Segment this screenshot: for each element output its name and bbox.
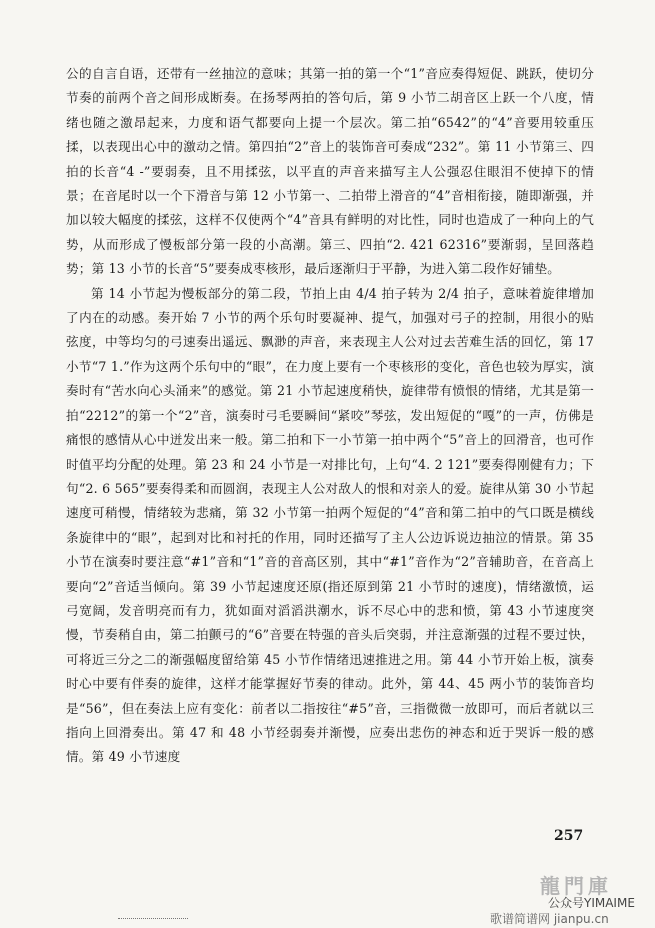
paragraph-2: 第 14 小节起为慢板部分的第二段，节拍上由 4/4 拍子转为 2/4 拍子，意味着旋律增加了内在的动感。奏开始 7 小节的两个乐句时要凝神、提气，加强对弓子的控制，用很小的贴弦度，中等均匀的弓速奏出遥远、飘渺的声音，来表现主人公对过去苦难生活的回忆，第 17 小节“7 1.”作为这两个乐句中的“眼”，在力度上要有一个枣核形的变化，音色也较为厚实，演奏时有“苦水向心头涌来”的感觉。第 21 小节起速度稍快，旋律带有愤恨的情绪，尤其是第一拍“2212”的第一个“2”音，演奏时弓毛要瞬间“紧咬”琴弦，发出短促的“嘎”的一声，仿佛是痛恨的感情从心中迸发出来一般。第二拍和下一小节第一拍中两个“5”音上的回滑音，也可作时值平均分配的处理。第 23 和 24 小节是一对排比句，上句“4. 2 121”要奏得刚健有力；下句“2. 6 565”要奏得柔和而圆润，表现主人公对敌人的恨和对亲人的爱。旋律从第 30 小节起速度可稍慢，情绪较为悲痛，第 32 小节第一拍两个短促的“4”音和第二拍中的气口既是横线条旋律中的“眼”，起到对比和衬托的作用，同时还描写了主人公边诉说边抽泣的情景。第 35 小节在演奏时要注意“#1”音和“1”音的音高区别，其中“#1”音作为“2”音辅助音，在音高上要向“2”音适当倾向。第 39 小节起速度还原(指还原到第 21 小节时的速度)，情绪激愤，运弓宽阔，发音明亮而有力，犹如面对滔滔洪潮水，诉不尽心中的悲和愤，第 43 小节速度突慢，节奏稍自由，第二拍颤弓的“6”音要在特强的音头后突弱，并注意渐强的过程不要过快，可将近三分之二的渐强幅度留给第 45 小节作情绪迅速推进之用。第 44 小节开始上板，演奏时心中要有伴奏的旋律，这样才能掌握好节奏的律动。此外，第 44、45 两小节的装饰音均是“56”，但在奏法上应有变化：前者以二指按往“#5”音，三指微微一放即可，而后者就以三指向上回滑奏出。第 47 和 48 小节经弱奏并渐慢，应奏出悲伤的神态和近于哭诉一般的感情。第 49 小节速度 [66, 285, 594, 765]
page-number: 257 [554, 828, 584, 844]
watermark-site: 歌谱简谱网 jianpu.cn [490, 912, 609, 926]
paragraph-1: 公的自言自语，还带有一丝抽泣的意味；其第一拍的第一个“1”音应奏得短促、跳跃，使切分节奏的前两个音之间形成断奏。在扬琴两拍的答句后，第 9 小节二胡音区上跃一个八度，情绪也随之激昂起来，力度和语气都要向上提一个层次。第二拍“6542”的“4”音要用较重压揉，以表现出心中的激动之情。第四拍“2”音上的装饰音可奏成“232”。第 11 小节第三、四拍的长音“4 -”要弱奏，且不用揉弦，以平直的声音来描写主人公强忍住眼泪不使掉下的情景；在音尾时以一个下滑音与第 12 小节第一、二拍带上滑音的“4”音相衔接，随即渐强，并加以较大幅度的揉弦，这样不仅使两个“4”音具有鲜明的对比性，同时也造成了一种向上的气势，从而形成了慢板部分第一段的小高潮。第三、四拍“2. 421 62316”要渐弱，呈回落趋势；第 13 小节的长音“5”要奏成枣核形，最后逐渐归于平静，为进入第二段作好铺垫。 [66, 66, 594, 277]
watermark-logo: 龍門庫 [540, 874, 612, 898]
watermark-url: 公众号YIMAIME [548, 896, 635, 910]
footer-rule [118, 918, 188, 921]
body-text [66, 62, 594, 770]
